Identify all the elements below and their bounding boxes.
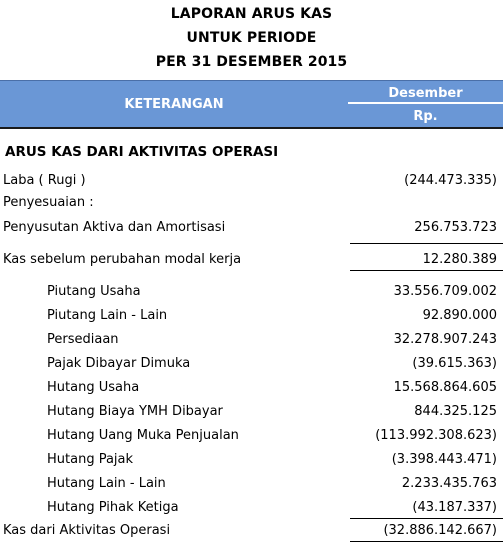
row-value: (32.886.142.667) <box>383 523 497 538</box>
row-value: (43.187.337) <box>412 500 497 515</box>
table-row <box>0 450 503 470</box>
month-column-header: Desember <box>348 84 503 104</box>
section-title: ARUS KAS DARI AKTIVITAS OPERASI <box>5 144 279 160</box>
row-label: Laba ( Rugi ) <box>3 173 86 188</box>
row-label: Hutang Lain - Lain <box>47 476 166 491</box>
row-value: (244.473.335) <box>404 173 497 188</box>
table-row <box>0 474 503 494</box>
table-row <box>0 306 503 326</box>
row-label: Hutang Uang Muka Penjualan <box>47 428 239 443</box>
row-value: (3.398.443.471) <box>391 452 497 467</box>
table-row <box>0 426 503 446</box>
row-value: 844.325.125 <box>414 404 497 419</box>
table-row <box>0 498 503 518</box>
total-rule <box>350 541 503 542</box>
row-label: Piutang Lain - Lain <box>47 308 168 323</box>
row-value: 15.568.864.605 <box>393 380 497 395</box>
row-value: 33.556.709.002 <box>393 284 497 299</box>
row-value: 12.280.389 <box>422 252 497 267</box>
total-rule <box>350 518 503 519</box>
row-value: 32.278.907.243 <box>393 332 497 347</box>
table-row <box>0 171 503 191</box>
report-title: LAPORAN ARUS KAS <box>170 6 333 22</box>
row-label: Hutang Pihak Ketiga <box>47 500 179 515</box>
table-row <box>0 378 503 398</box>
subtotal-rule <box>350 243 503 244</box>
table-row <box>0 218 503 238</box>
table-header <box>0 80 503 129</box>
row-value: (39.615.363) <box>412 356 497 371</box>
row-value: 256.753.723 <box>414 220 497 235</box>
row-value: 92.890.000 <box>422 308 497 323</box>
row-value: (113.992.308.623) <box>375 428 497 443</box>
row-label: Hutang Usaha <box>47 380 140 395</box>
table-row <box>0 354 503 374</box>
description-column-header: KETERANGAN <box>124 97 224 112</box>
subtotal-rule <box>350 270 503 271</box>
table-row <box>0 402 503 422</box>
report-period-label: UNTUK PERIODE <box>186 30 317 46</box>
row-label: Piutang Usaha <box>47 284 141 299</box>
table-row <box>0 282 503 302</box>
report-period-date: PER 31 DESEMBER 2015 <box>155 54 348 70</box>
row-label: Pajak Dibayar Dimuka <box>47 356 191 371</box>
row-label: Kas sebelum perubahan modal kerja <box>3 252 242 267</box>
table-row <box>0 193 503 213</box>
row-label: Kas dari Aktivitas Operasi <box>3 523 171 538</box>
table-row <box>0 250 503 270</box>
row-label: Hutang Biaya YMH Dibayar <box>47 404 223 419</box>
row-label: Persediaan <box>47 332 119 347</box>
row-label: Hutang Pajak <box>47 452 134 467</box>
table-row <box>0 330 503 350</box>
row-value: 2.233.435.763 <box>401 476 497 491</box>
row-label: Penyesuaian : <box>3 195 94 210</box>
row-label: Penyusutan Aktiva dan Amortisasi <box>3 220 226 235</box>
table-row-total <box>0 521 503 541</box>
currency-column-header: Rp. <box>413 109 438 124</box>
